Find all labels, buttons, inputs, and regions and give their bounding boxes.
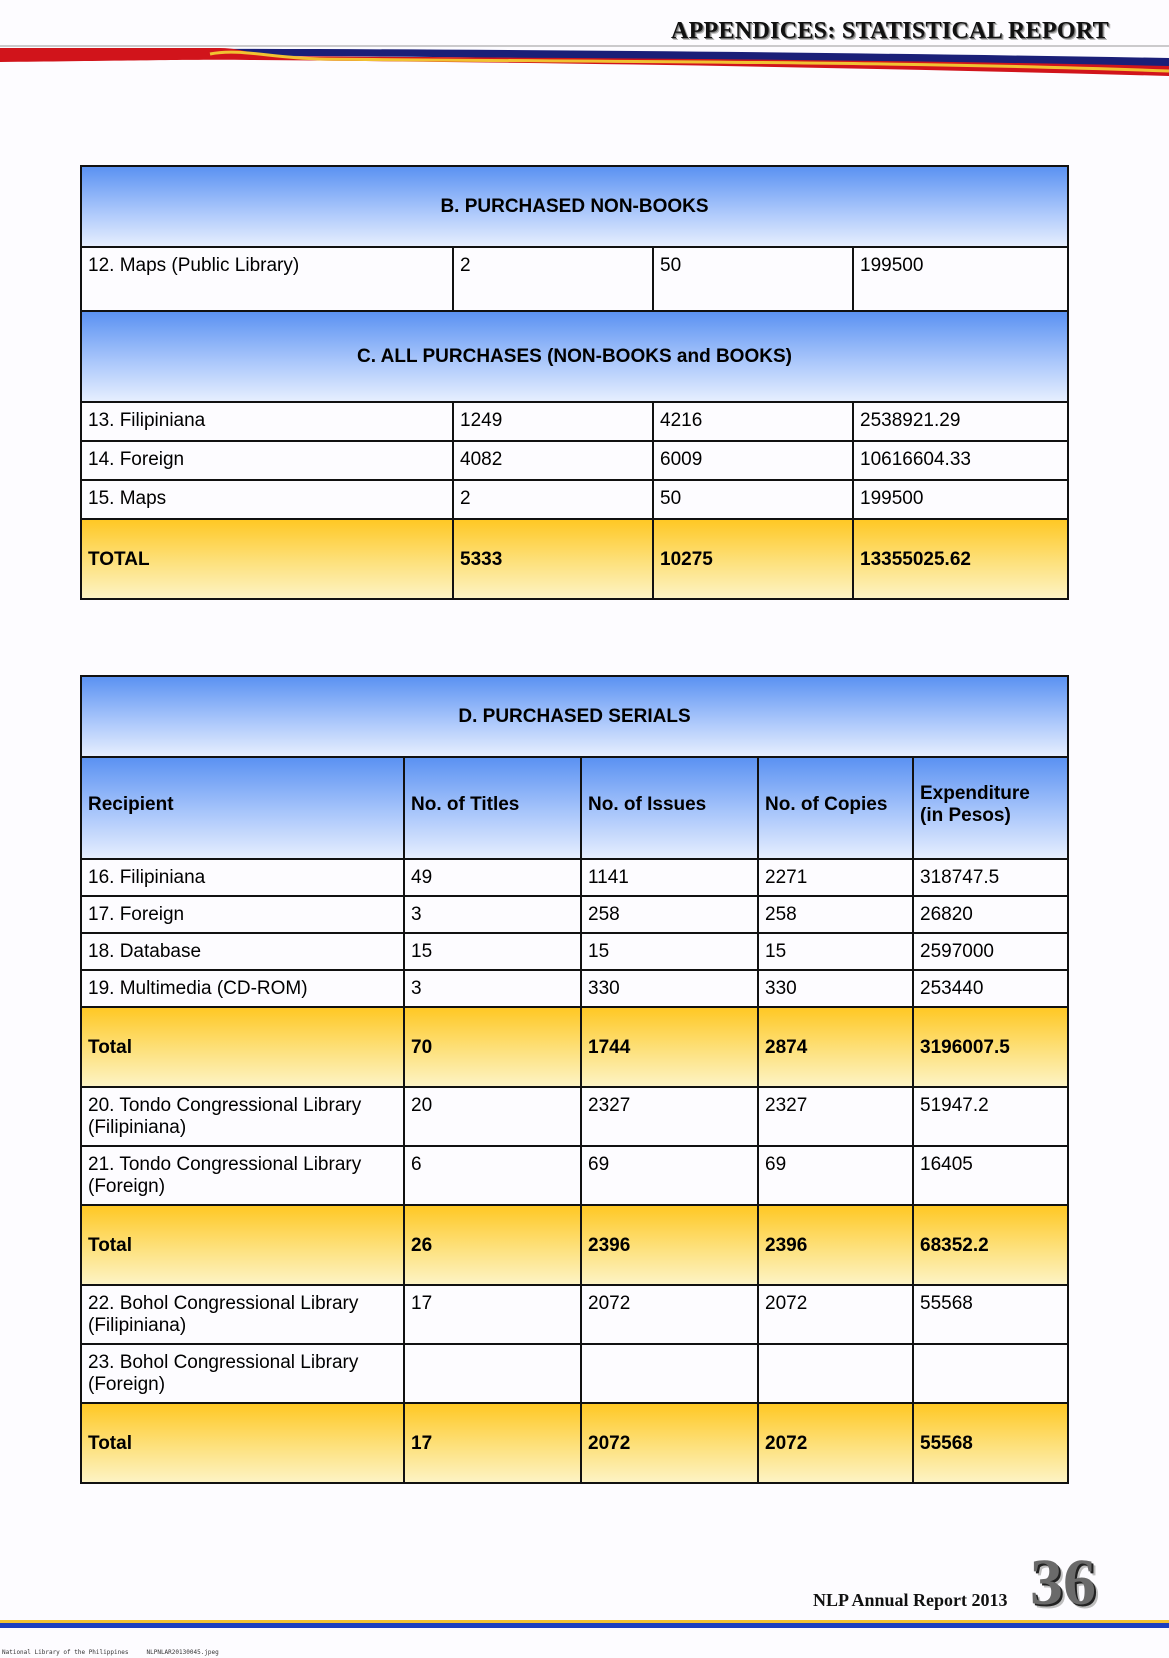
table-row	[81, 1087, 1068, 1146]
total-cell: 2072	[758, 1403, 913, 1483]
cell: 69	[758, 1146, 913, 1205]
total-cell: 2874	[758, 1007, 913, 1087]
cell: 330	[581, 970, 758, 1007]
serials-table	[80, 675, 1069, 1484]
table-row	[81, 1146, 1068, 1205]
cell: 15	[404, 933, 581, 970]
section-d-title: D. PURCHASED SERIALS	[81, 676, 1068, 757]
table-row	[81, 247, 1068, 311]
col-titles: No. of Titles	[404, 757, 581, 859]
cell: 50	[653, 247, 853, 311]
cell	[758, 1344, 913, 1403]
table-row	[81, 1344, 1068, 1403]
cell: 20	[404, 1087, 581, 1146]
total-cell: 13355025.62	[853, 519, 1068, 599]
table-row	[81, 480, 1068, 519]
cell: 16405	[913, 1146, 1068, 1205]
cell: 49	[404, 859, 581, 896]
cell	[913, 1344, 1068, 1403]
table-row	[81, 1285, 1068, 1344]
table-row	[81, 970, 1068, 1007]
total-cell: 2396	[758, 1205, 913, 1285]
row-label-line2: (Filipiniana)	[88, 1315, 187, 1336]
total-row	[81, 519, 1068, 599]
cell: 330	[758, 970, 913, 1007]
cell: 6009	[653, 441, 853, 480]
cell: 2072	[581, 1285, 758, 1344]
section-b-header	[81, 166, 1068, 247]
col-expenditure-line1: Expenditure	[920, 783, 1030, 804]
row-label-line1: 20. Tondo Congressional Library	[88, 1095, 362, 1116]
total-cell: 2072	[581, 1403, 758, 1483]
cell: 2	[453, 247, 653, 311]
total-label: TOTAL	[81, 519, 453, 599]
cell: 2327	[581, 1087, 758, 1146]
total-cell: 3196007.5	[913, 1007, 1068, 1087]
col-issues: No. of Issues	[581, 757, 758, 859]
cell	[581, 1344, 758, 1403]
total-label: Total	[81, 1403, 404, 1483]
total-label: Total	[81, 1205, 404, 1285]
cell: 318747.5	[913, 859, 1068, 896]
cell: 2327	[758, 1087, 913, 1146]
table-row	[81, 896, 1068, 933]
cell	[404, 1344, 581, 1403]
cell: 51947.2	[913, 1087, 1068, 1146]
footer-report-name: NLP Annual Report 2013	[813, 1590, 1008, 1610]
header-title: APPENDICES: STATISTICAL REPORT	[670, 18, 1109, 44]
footer-divider	[0, 1620, 1169, 1628]
total-cell: 68352.2	[913, 1205, 1068, 1285]
row-label-line1: 21. Tondo Congressional Library	[88, 1154, 362, 1175]
cell: 199500	[853, 247, 1068, 311]
total-cell: 17	[404, 1403, 581, 1483]
table-row	[81, 933, 1068, 970]
row-label-line2: (Foreign)	[88, 1176, 166, 1197]
cell: 4082	[453, 441, 653, 480]
purchases-table	[80, 165, 1069, 600]
column-header-row	[81, 757, 1068, 859]
cell: 1249	[453, 402, 653, 441]
cell: 2538921.29	[853, 402, 1068, 441]
total-row	[81, 1205, 1068, 1285]
col-copies: No. of Copies	[758, 757, 913, 859]
total-cell: 55568	[913, 1403, 1068, 1483]
section-c-header	[81, 311, 1068, 402]
total-label: Total	[81, 1007, 404, 1087]
row-label	[81, 1285, 404, 1344]
total-cell: 5333	[453, 519, 653, 599]
cell: 253440	[913, 970, 1068, 1007]
section-d-header	[81, 676, 1068, 757]
cell: 2072	[758, 1285, 913, 1344]
cell: 3	[404, 970, 581, 1007]
cell: 3	[404, 896, 581, 933]
row-label-line2: (Filipiniana)	[88, 1117, 187, 1138]
row-label: 17. Foreign	[81, 896, 404, 933]
cell: 69	[581, 1146, 758, 1205]
cell: 2271	[758, 859, 913, 896]
total-cell: 2396	[581, 1205, 758, 1285]
header-swoosh-graphic	[0, 44, 1169, 80]
col-expenditure-line2: (in Pesos)	[920, 805, 1011, 826]
table-row	[81, 402, 1068, 441]
table-row	[81, 441, 1068, 480]
row-label: 13. Filipiniana	[81, 402, 453, 441]
cell: 15	[581, 933, 758, 970]
cell: 4216	[653, 402, 853, 441]
total-cell: 26	[404, 1205, 581, 1285]
cell: 199500	[853, 480, 1068, 519]
row-label: 16. Filipiniana	[81, 859, 404, 896]
row-label: 18. Database	[81, 933, 404, 970]
cell: 15	[758, 933, 913, 970]
row-label	[81, 1087, 404, 1146]
section-c-title: C. ALL PURCHASES (NON-BOOKS and BOOKS)	[81, 311, 1068, 402]
row-label: 15. Maps	[81, 480, 453, 519]
row-label-line1: 23. Bohol Congressional Library	[88, 1352, 359, 1373]
col-recipient: Recipient	[81, 757, 404, 859]
row-label	[81, 1146, 404, 1205]
cell: 258	[581, 896, 758, 933]
row-label: 19. Multimedia (CD-ROM)	[81, 970, 404, 1007]
cell: 2597000	[913, 933, 1068, 970]
cell: 2	[453, 480, 653, 519]
footer-credit: National Library of the Philippines NLPNLAR20130045.jpeg	[2, 1649, 219, 1656]
row-label: 14. Foreign	[81, 441, 453, 480]
row-label-line1: 22. Bohol Congressional Library	[88, 1293, 359, 1314]
total-cell: 10275	[653, 519, 853, 599]
total-cell: 1744	[581, 1007, 758, 1087]
cell: 6	[404, 1146, 581, 1205]
cell: 50	[653, 480, 853, 519]
cell: 1141	[581, 859, 758, 896]
section-b-title: B. PURCHASED NON-BOOKS	[81, 166, 1068, 247]
cell: 26820	[913, 896, 1068, 933]
page-number: 36	[1030, 1546, 1096, 1619]
row-label-line2: (Foreign)	[88, 1374, 166, 1395]
page-header	[0, 0, 1169, 80]
row-label: 12. Maps (Public Library)	[81, 247, 453, 311]
cell: 258	[758, 896, 913, 933]
col-expenditure	[913, 757, 1068, 859]
total-row	[81, 1007, 1068, 1087]
table-row	[81, 859, 1068, 896]
cell: 17	[404, 1285, 581, 1344]
row-label	[81, 1344, 404, 1403]
total-cell: 70	[404, 1007, 581, 1087]
cell: 10616604.33	[853, 441, 1068, 480]
cell: 55568	[913, 1285, 1068, 1344]
total-row	[81, 1403, 1068, 1483]
